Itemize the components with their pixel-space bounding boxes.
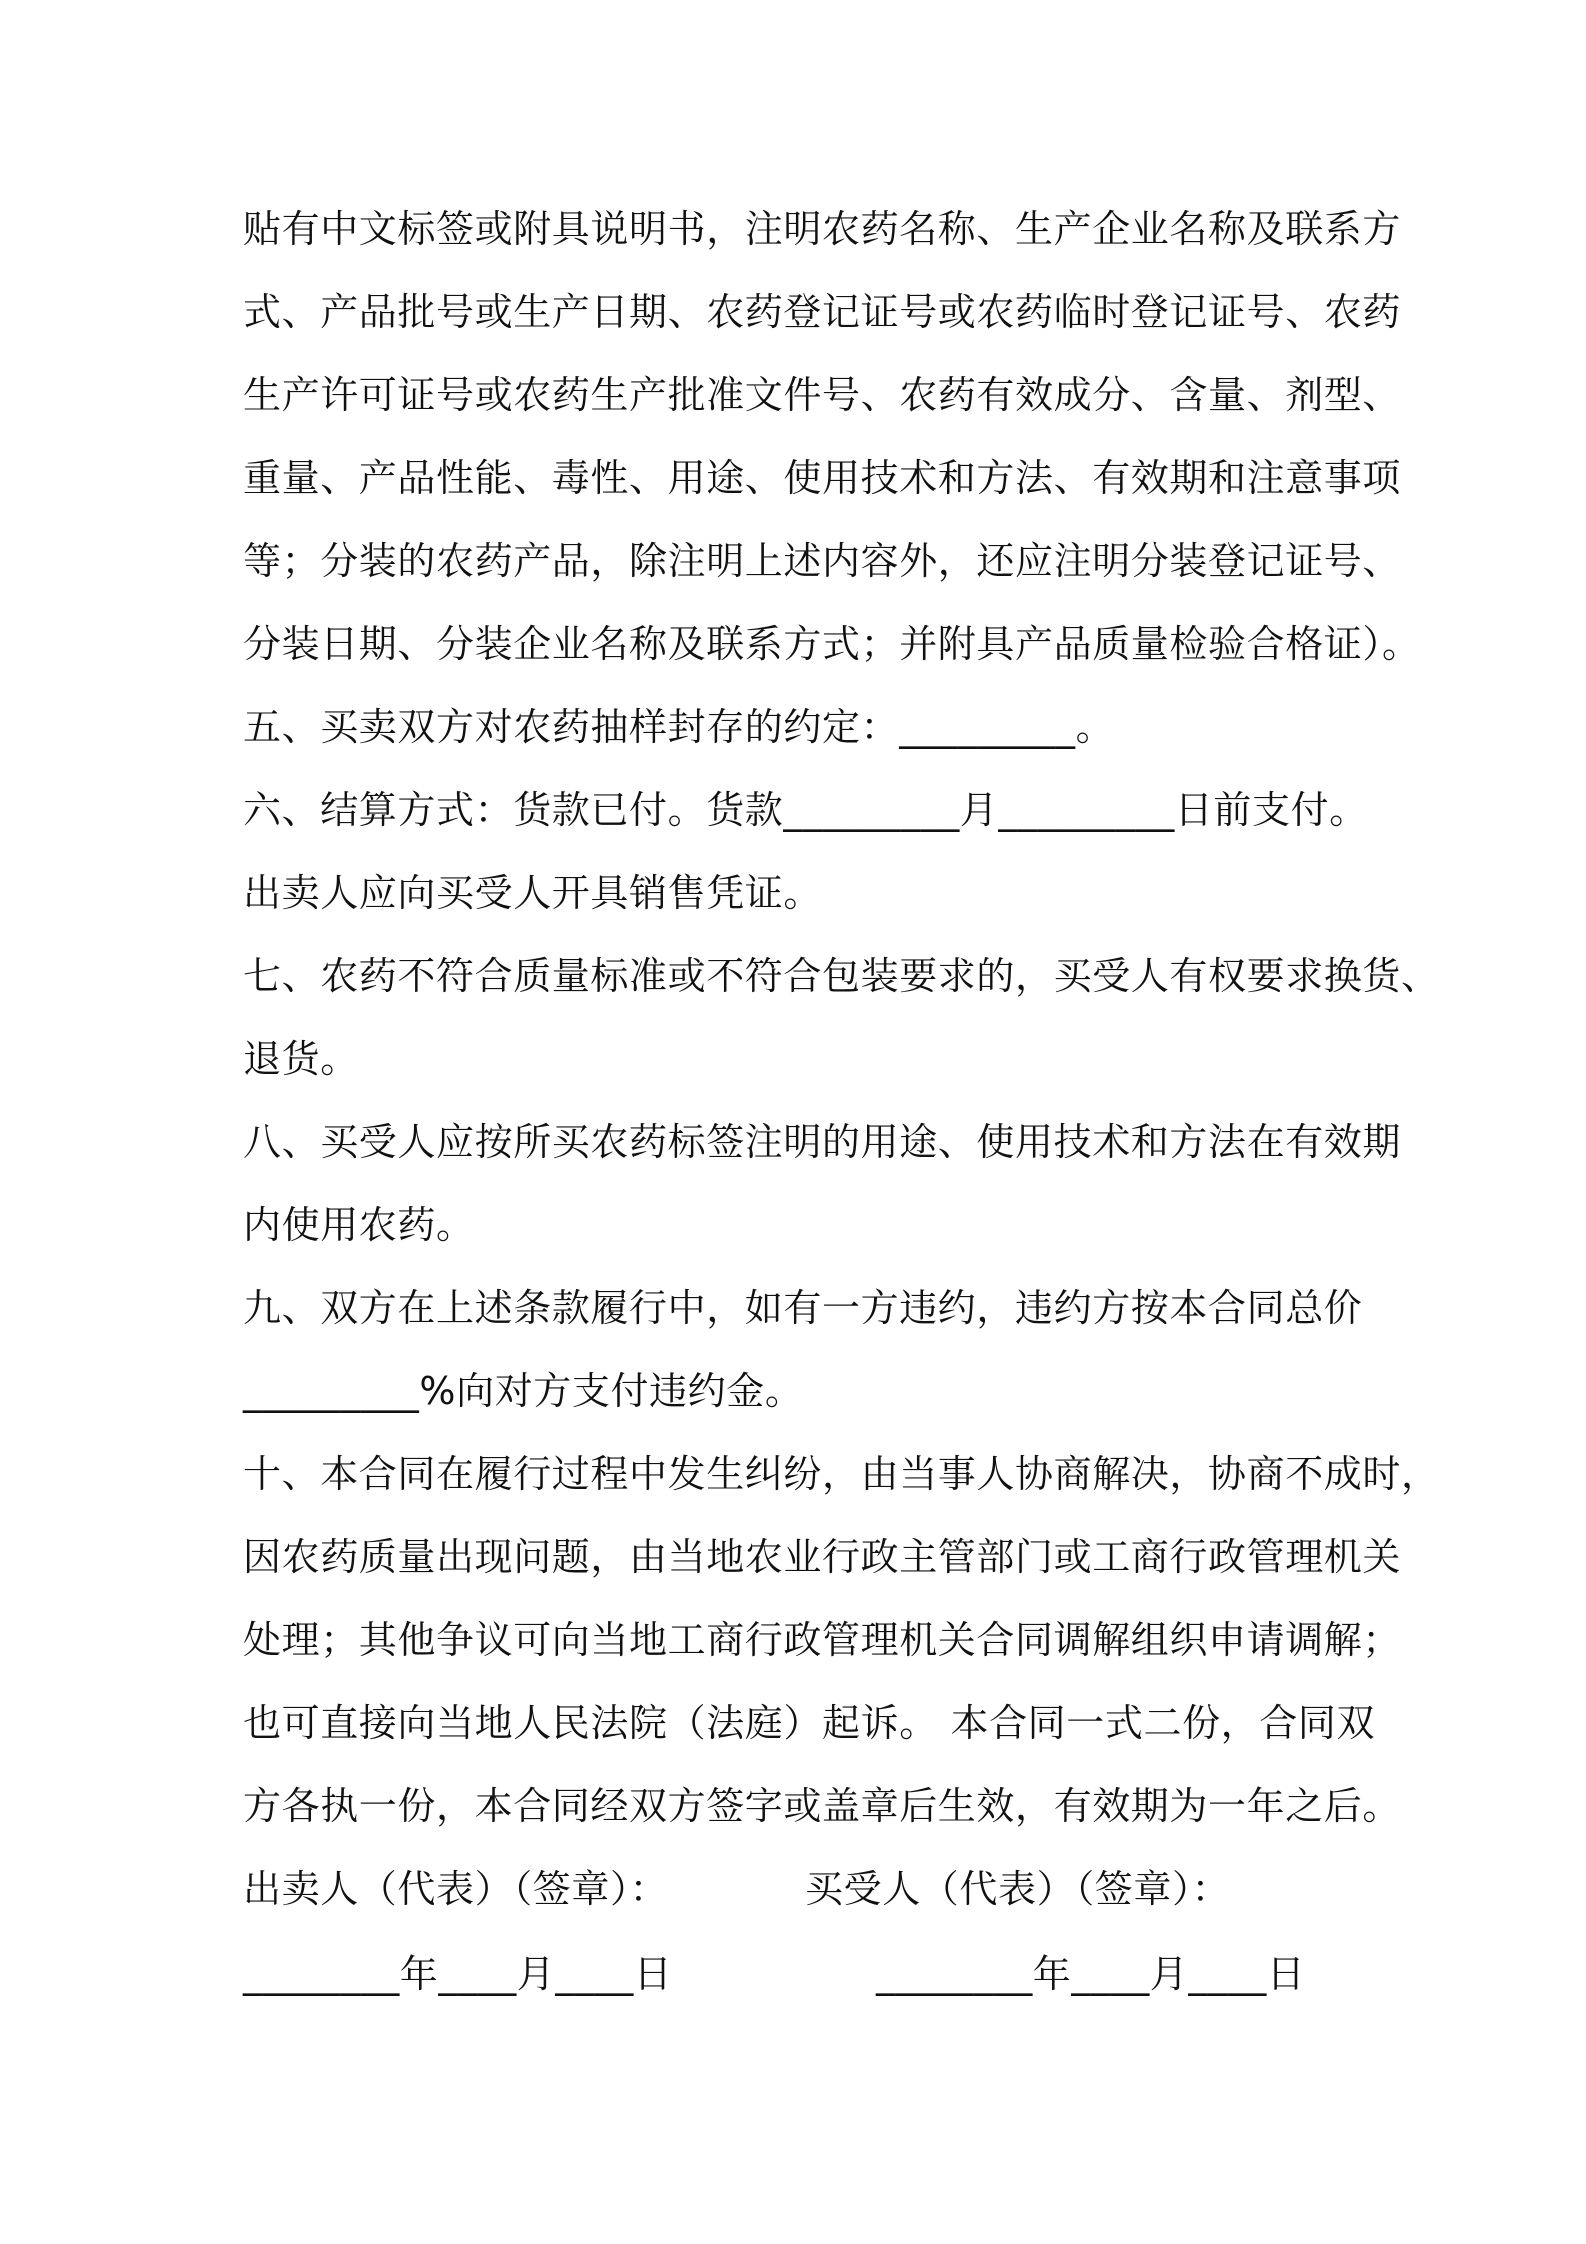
buyer-date-line: ________年____月____日 bbox=[876, 1952, 1306, 1996]
clause-6-settlement: 六、结算方式：货款已付。货款_________月_________日前支付。 bbox=[243, 788, 1368, 832]
clause-text-line: 方各执一份，本合同经双方签字或盖章后生效，有效期为一年之后。 bbox=[243, 1784, 1402, 1828]
clause-10-disputes: 十、本合同在履行过程中发生纠纷，由当事人协商解决，协商不成时， bbox=[243, 1452, 1440, 1496]
clause-text-line: 重量、产品性能、毒性、用途、使用技术和方法、有效期和注意事项 bbox=[243, 456, 1402, 500]
clause-text-line: 生产许可证号或农药生产批准文件号、农药有效成分、含量、剂型、 bbox=[243, 373, 1402, 417]
clause-text-line: 因农药质量出现问题，由当地农业行政主管部门或工商行政管理机关 bbox=[243, 1535, 1402, 1579]
clause-text-line: 等；分装的农药产品，除注明上述内容外，还应注明分装登记证号、 bbox=[243, 539, 1402, 583]
clause-5-sample-sealing: 五、买卖双方对农药抽样封存的约定：_________。 bbox=[243, 705, 1115, 749]
clause-9-breach: 九、双方在上述条款履行中，如有一方违约，违约方按本合同总价 bbox=[243, 1286, 1363, 1330]
clause-text-line: 式、产品批号或生产日期、农药登记证号或农药临时登记证号、农药 bbox=[243, 290, 1402, 334]
clause-text-line: _________%向对方支付违约金。 bbox=[243, 1369, 804, 1413]
clause-text-line: 也可直接向当地人民法院（法庭）起诉。 本合同一式二份，合同双 bbox=[243, 1701, 1376, 1745]
clause-7-quality: 七、农药不符合质量标准或不符合包装要求的，买受人有权要求换货、 bbox=[243, 954, 1440, 998]
seller-date-line: ________年____月____日 bbox=[243, 1952, 673, 1996]
buyer-signature-label: 买受人（代表）（签章）： bbox=[805, 1867, 1231, 1911]
seller-signature-label: 出卖人（代表）（签章）： bbox=[243, 1867, 669, 1911]
clause-text-line: 分装日期、分装企业名称及联系方式；并附具产品质量检验合格证）。 bbox=[243, 622, 1421, 666]
clause-text-line: 贴有中文标签或附具说明书，注明农药名称、生产企业名称及联系方 bbox=[243, 207, 1402, 251]
clause-text-line: 处理；其他争议可向当地工商行政管理机关合同调解组织申请调解； bbox=[243, 1618, 1402, 1662]
clause-text-line: 内使用农药。 bbox=[243, 1203, 475, 1247]
clause-text-line: 出卖人应向买受人开具销售凭证。 bbox=[243, 871, 823, 915]
clause-8-usage: 八、买受人应按所买农药标签注明的用途、使用技术和方法在有效期 bbox=[243, 1120, 1402, 1164]
clause-text-line: 退货。 bbox=[243, 1037, 359, 1081]
